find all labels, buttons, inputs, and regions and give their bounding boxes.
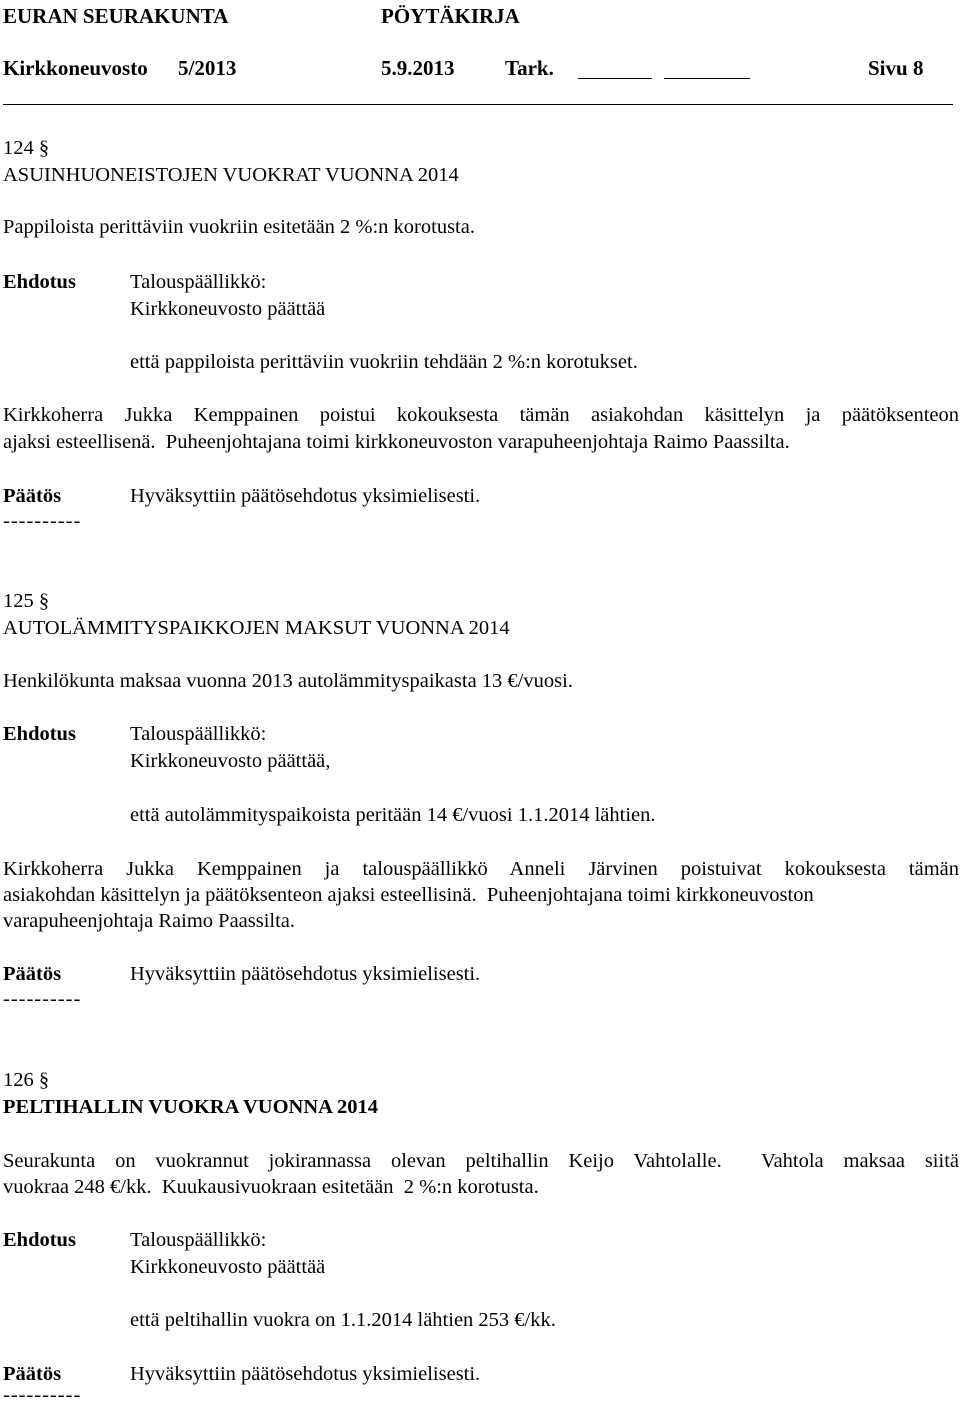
decision-text: Hyväksyttiin päätösehdotus yksimielisesti. xyxy=(130,963,481,985)
checked-label: Tark. xyxy=(505,56,554,80)
section-heading-number: 125 § xyxy=(3,590,50,612)
proposer: Talouspäällikkö: xyxy=(130,271,267,293)
checker-signature-line-2 xyxy=(664,78,750,79)
decision-label: Päätös xyxy=(3,963,62,985)
section-intro: Henkilökunta maksaa vuonna 2013 autolämmityspaikasta 13 €/vuosi. xyxy=(3,670,573,692)
proposal-label: Ehdotus xyxy=(3,723,76,745)
section-intro-line-1: Seurakunta on vuokrannut jokirannassa olevan peltihallin Keijo Vahtolalle. Vahtola maksaa siitä xyxy=(3,1150,959,1172)
section-title: PELTIHALLIN VUOKRA VUONNA 2014 xyxy=(3,1096,378,1118)
proposal-text: että peltihallin vuokra on 1.1.2014 lähtien 253 €/kk. xyxy=(130,1309,556,1331)
proposer: Talouspäällikkö: xyxy=(130,723,267,745)
note-line-2: asiakohdan käsittelyn ja päätöksenteon ajaksi esteellisinä. Puheenjohtajana toimi kirkkoneuvoston xyxy=(3,884,814,906)
header-divider xyxy=(3,104,953,105)
meeting-date: 5.9.2013 xyxy=(381,56,455,80)
decision-maker: Kirkkoneuvosto päättää xyxy=(130,1256,326,1278)
section-separator: ---------- xyxy=(3,988,82,1010)
meeting-body: Kirkkoneuvosto xyxy=(3,56,148,80)
decision-label: Päätös xyxy=(3,1363,62,1385)
section-intro: Pappiloista perittäviin vuokriin esitetään 2 %:n korotusta. xyxy=(3,216,475,238)
section-sign: § xyxy=(38,1069,50,1091)
section-heading-number: 124 § xyxy=(3,137,50,159)
section-title: AUTOLÄMMITYSPAIKKOJEN MAKSUT VUONNA 2014 xyxy=(3,617,510,639)
proposal-text: että autolämmityspaikoista peritään 14 €/vuosi 1.1.2014 lähtien. xyxy=(130,804,656,826)
section-title: ASUINHUONEISTOJEN VUOKRAT VUONNA 2014 xyxy=(3,164,459,186)
document-type: PÖYTÄKIRJA xyxy=(381,4,520,28)
proposal-label: Ehdotus xyxy=(3,271,76,293)
proposer: Talouspäällikkö: xyxy=(130,1229,267,1251)
section-intro-line-2: vuokraa 248 €/kk. Kuukausivuokraan esitetään 2 %:n korotusta. xyxy=(3,1176,539,1198)
decision-maker: Kirkkoneuvosto päättää xyxy=(130,298,326,320)
proposal-label: Ehdotus xyxy=(3,1229,76,1251)
section-sign: § xyxy=(38,137,50,159)
note-line-3: varapuheenjohtaja Raimo Paassilta. xyxy=(3,910,296,932)
decision-maker: Kirkkoneuvosto päättää, xyxy=(130,750,331,772)
meeting-number: 5/2013 xyxy=(178,56,237,80)
note-line-1: Kirkkoherra Jukka Kemppainen poistui kokouksesta tämän asiakohdan käsittelyn ja päätöksenteon xyxy=(3,404,959,426)
checker-signature-line-1 xyxy=(578,78,652,79)
section-sign: § xyxy=(38,590,50,612)
section-separator: ---------- xyxy=(3,510,82,532)
proposal-text: että pappiloista perittäviin vuokriin tehdään 2 %:n korotukset. xyxy=(130,351,638,373)
decision-text: Hyväksyttiin päätösehdotus yksimielisesti. xyxy=(130,485,481,507)
note-line-2: ajaksi esteellisenä. Puheenjohtajana toimi kirkkoneuvoston varapuheenjohtaja Raimo Paassilta. xyxy=(3,431,790,453)
organization-name: EURAN SEURAKUNTA xyxy=(3,4,229,28)
decision-text: Hyväksyttiin päätösehdotus yksimielisesti. xyxy=(130,1363,481,1385)
decision-label: Päätös xyxy=(3,485,62,507)
note-line-1: Kirkkoherra Jukka Kemppainen ja talouspäällikkö Anneli Järvinen poistuivat kokouksesta tämän xyxy=(3,858,959,880)
section-heading-number: 126 § xyxy=(3,1069,50,1091)
page-number: Sivu 8 xyxy=(868,56,924,80)
section-separator: ---------- xyxy=(3,1384,82,1406)
